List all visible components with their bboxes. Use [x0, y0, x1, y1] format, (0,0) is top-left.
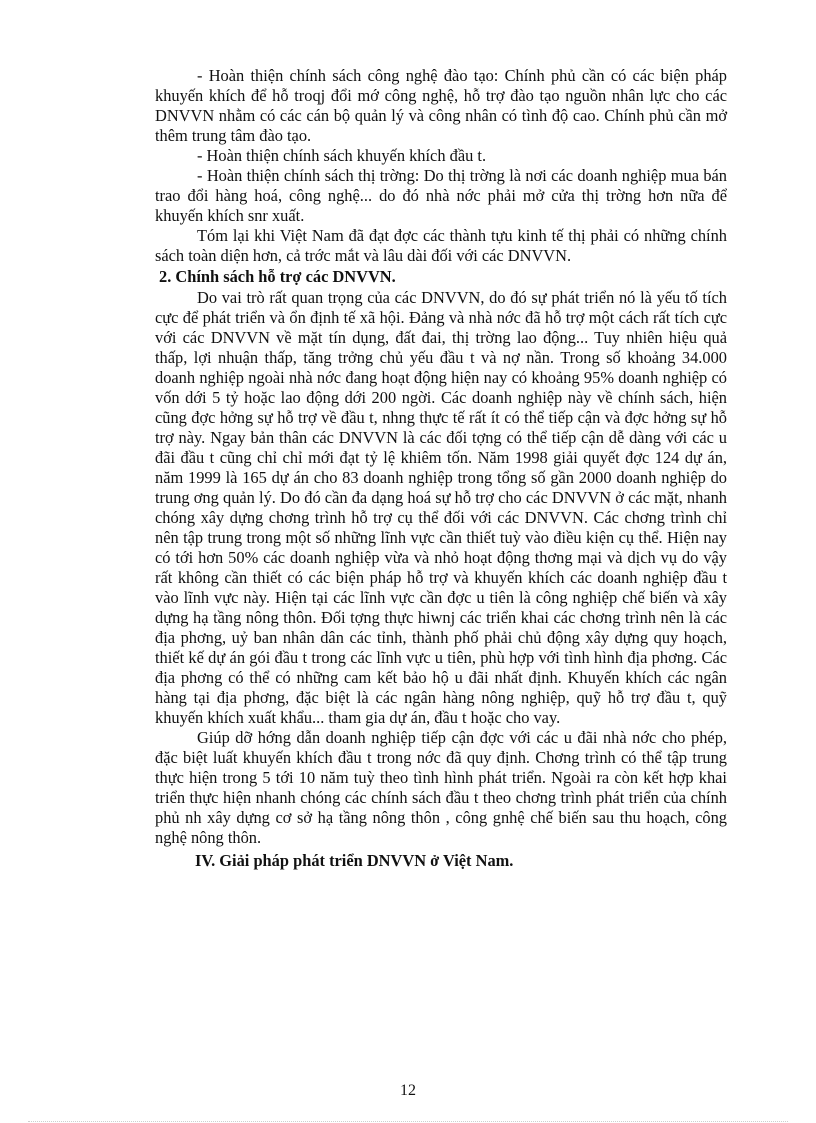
paragraph-guidance: Giúp dỡ hớng dẫn doanh nghiệp tiếp cận đợc với các u đãi nhà nớc cho phép, đặc biệt luất khuyến khích đầu t trong nớc đã quy định. Chơng trình có thể tập trung thực hiện trong 5 tới 10 năm tuỳ theo tình hình phát triển. Ngoài ra còn kết hợp khai triển thực hiện nhanh chóng các chính sách đầu t theo chơng trình phát triển của chính phủ nh xây dựng cơ sở hạ tầng nông thôn , công gnhệ chế biến sau thu hoạch, công nghệ nông thôn.: [155, 728, 727, 847]
section-heading-solutions: IV. Giải pháp phát triển DNVVN ở Việt Nam.: [195, 851, 514, 870]
paragraph-tech-training-policy: - Hoàn thiện chính sách công nghệ đào tạo: Chính phủ cần có các biện pháp khuyến khích để hỗ troqj đổi mớ công nghệ, hỗ trợ đào tạo nguồn nhân lực cho các DNVVN nhằm có các cán bộ quản lý và công nhân có tình độ cao. Chính phủ cần mở thêm trung tâm đào tạo.: [155, 66, 727, 145]
paragraph-support-details: Do vai trò rất quan trọng của các DNVVN, do đó sự phát triển nó là yếu tố tích cực để phát triển và ổn định tế xã hội. Đảng và nhà nớc đã hỗ trợ một cách rất tích cực với các DNVVN về mặt tín dụng, đất đai, thị trờng lao động... Tuy nhiên hiệu quả thấp, lợi nhuận thấp, tăng trởng chủ yếu đầu t và nợ nần. Trong số khoảng 34.000 doanh nghiệp ngoài nhà nớc đang hoạt động hiện nay có khoảng 95% doanh nghiệp có vốn dới 5 tỷ hoặc lao động dới 200 ngời. Các doanh nghiệp này về chính sách, hiện cũng đợc hởng sự hỗ trợ về đầu t, nhng thực tế rất ít có thể tiếp cận và đợc hởng sự hỗ trợ này. Ngay bản thân các DNVVN là các đối tợng có thể tiếp cận dễ dàng với các u đãi đầu t cũng chỉ chỉ mới đạt tỷ lệ khiêm tốn. Năm 1998 giải quyết đợc 124 dự án, năm 1999 là 165 dự án cho 83 doanh nghiệp trong tổng số gần 2000 doanh nghiệp do trung ơng quản lý. Do đó cần đa dạng hoá sự hỗ trợ cho các DNVVN ở các mặt, nhanh chóng xây dựng chơng trình hỗ trợ cụ thể đối với các DNVVN. Các chơng trình chỉ nên tập trung trong một số những lĩnh vực cần thiết tuỳ vào điều kiện cụ thể. Hiện nay có tới hơn 50% các doanh nghiệp vừa và nhỏ hoạt động thơng mại và dịch vụ do vậy rất không cần thiết có các biện pháp hỗ trợ và khuyến khích các doanh nghiệp đầu t vào lĩnh vực này. Hiện tại các lĩnh vực cần đợc u tiên là công nghiệp chế biến và xây dựng hạ tầng nông thôn. Đối tợng thực hiwnj các triển khai các chơng trình nên là các địa phơng, uỷ ban nhân dân các tỉnh, thành phố phải chủ động xây dựng quy hoạch, thiết kế dự án gói đầu t trong các lĩnh vực u tiên, phù hợp với tình hình địa phơng. Các địa phơng có thể có những cam kết bảo hộ u đãi nhất định. Khuyến khích các ngân hàng tại địa phơng, đặc biệt là các ngân hàng nông nghiệp, quỹ hỗ trợ đầu t, quỹ khuyến khích xuất khẩu... tham gia dự án, đầu t hoặc cho vay.: [155, 288, 727, 727]
page-number: 12: [400, 1082, 416, 1099]
paragraph-market-policy: - Hoàn thiện chính sách thị trờng: Do thị trờng là nơi các doanh nghiệp mua bán trao đổi hàng hoá, công nghệ... do đó nhà nớc phải mở cửa thị trờng hơn nữa để khuyến khích snr xuất.: [155, 166, 727, 225]
paragraph-summary: Tóm lại khi Việt Nam đã đạt đợc các thành tựu kinh tế thị phải có những chính sách toàn diện hơn, cả trớc mắt và lâu dài đối với các DNVVN.: [155, 226, 727, 265]
document-body: [155, 66, 727, 872]
paragraph-investment-policy: - Hoàn thiện chính sách khuyến khích đầu t.: [197, 146, 487, 165]
footer-divider: [28, 1121, 788, 1122]
section-heading-support-policy: 2. Chính sách hỗ trợ các DNVVN.: [159, 267, 396, 286]
